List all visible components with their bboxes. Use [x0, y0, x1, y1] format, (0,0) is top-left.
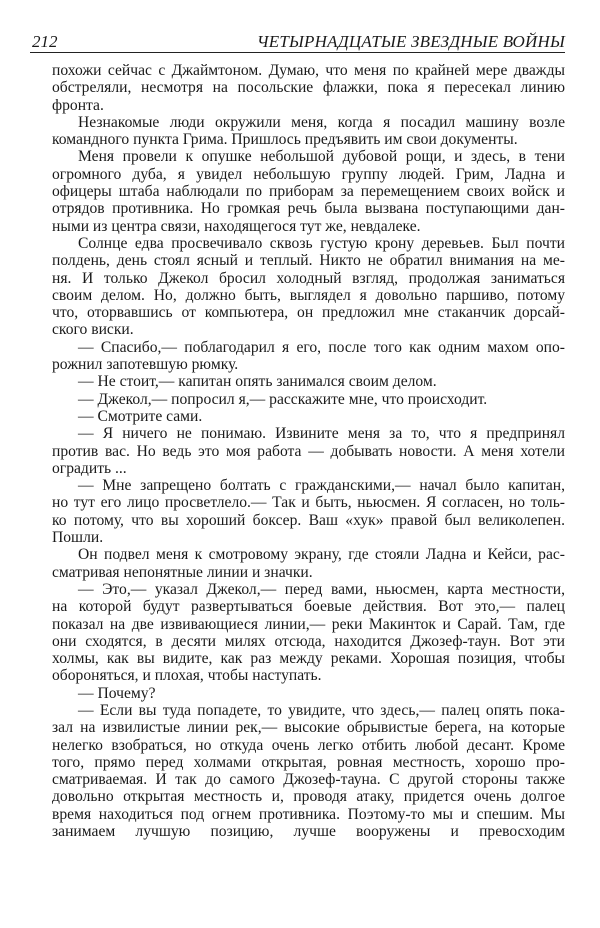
- text-line: что, оторвавшись от компьютера, он предложил мне стаканчик дорсай-: [52, 304, 565, 322]
- text-line: огромного дуба, я увидел небольшую группу людей. Грим, Ладна и: [52, 165, 565, 183]
- text-line: показал на две извивающиеся линии,— реки Макинток и Сарай. Там, где: [52, 615, 565, 633]
- text-line: того, прямо перед холмами открытая, ровная местность, хорошо про-: [52, 753, 565, 771]
- text-line: холмы, как вы видите, как раз между реками. Хорошая позиция, чтобы: [52, 650, 565, 668]
- text-line: ными из центра связи, находящегося тут же, невдалеке.: [52, 217, 421, 235]
- text-line: — Мне запрещено болтать с гражданскими,— начал было капитан,: [78, 477, 565, 495]
- text-line: но тут его лицо просветлело.— Так и быть, ньюсмен. Я согласен, но толь-: [52, 494, 565, 512]
- running-header: [30, 30, 565, 53]
- text-line: ского виски.: [52, 321, 134, 339]
- text-line: — Если вы туда попадете, то увидите, что здесь,— палец опять пока-: [78, 701, 565, 719]
- text-line: — Спасибо,— поблагодарил я его, после того как одним махом опо-: [78, 338, 565, 356]
- text-line: обстреляли, несмотря на посольские флажки, пока я пересекал линию: [52, 79, 565, 97]
- text-line: Солнце едва просвечивало сквозь густую крону деревьев. Был почти: [78, 234, 565, 252]
- text-line: — Джекол,— попросил я,— расскажите мне, что происходит.: [78, 390, 488, 408]
- text-line: Незнакомые люди окружили меня, когда я посадил машину возле: [78, 113, 565, 131]
- text-line: — Не стоит,— капитан опять занимался своим делом.: [78, 373, 437, 391]
- text-line: рожнил запотевшую рюмку.: [52, 356, 239, 374]
- text-line: — Я ничего не понимаю. Извините меня за то, что я предпринял: [78, 425, 565, 443]
- text-line: оградить ...: [52, 459, 127, 477]
- text-line: — Это,— указал Джекол,— перед вами, ньюсмен, карта местности,: [78, 580, 565, 598]
- text-line: сматриваемая. И так до самого Джозеф-тауна. С другой стороны также: [52, 771, 565, 789]
- text-line: ко потому, что вы хороший боксер. Ваш «хук» правой был великолепен.: [52, 511, 565, 529]
- text-line: нелегко взобраться, но откуда очень легко отбить любой десант. Кроме: [52, 736, 565, 754]
- text-line: на которой будут развертываться боевые действия. Вот это,— палец: [52, 598, 565, 616]
- text-line: Пошли.: [52, 529, 104, 547]
- text-line: — Смотрите сами.: [78, 407, 203, 425]
- running-title: ЧЕТЫРНАДЦАТЫЕ ЗВЕЗДНЫЕ ВОЙНЫ: [256, 32, 565, 51]
- text-line: отрядов противника. Но громкая речь была вызвана поступающими дан-: [52, 200, 565, 218]
- text-line: Меня провели к опушке небольшой дубовой рощи, и здесь, в тени: [78, 148, 565, 166]
- text-line: командного пункта Грима. Пришлось предъявить им свои документы.: [52, 131, 518, 149]
- text-line: обороняться, и плохая, чтобы наступать.: [52, 667, 322, 685]
- text-line: зал на извилистые линии рек,— высокие обрывистые берега, на которые: [52, 719, 565, 737]
- text-line: полдень, день стоял ясный и теплый. Никто не обратил внимания на ме-: [52, 252, 565, 270]
- text-line: похожи сейчас с Джаймтоном. Думаю, что меня по крайней мере дважды: [52, 62, 565, 79]
- text-line: офицеры штаба наблюдали по приборам за перемещением своих войск и: [52, 183, 565, 201]
- page-body-text: [52, 62, 565, 840]
- text-line: довольно открытая местность и, проводя атаку, придется очень долгое: [52, 788, 565, 806]
- text-line: ня. И только Джекол бросил холодный взгляд, продолжая заниматься: [52, 269, 565, 287]
- text-line: занимаем лучшую позицию, лучше вооружены и превосходим: [52, 823, 565, 841]
- text-line: Он подвел меня к смотровому экрану, где стояли Ладна и Кейси, рас-: [78, 546, 565, 564]
- text-line: они сходятся, в десяти милях отсюда, находится Джозеф-таун. Вот эти: [52, 632, 565, 650]
- text-line: время находиться под огнем противника. Поэтому-то мы и спешим. Мы: [52, 805, 565, 823]
- text-line: своим делом. Но, должно быть, выглядел я довольно паршиво, потому: [52, 286, 565, 304]
- text-line: фронта.: [52, 96, 104, 114]
- text-line: сматривая непонятные линии и значки.: [52, 563, 313, 581]
- text-line: — Почему?: [78, 684, 156, 702]
- text-line: против вас. Но ведь это моя работа — добывать новости. А меня хотели: [52, 442, 565, 460]
- page-number: 212: [32, 32, 58, 51]
